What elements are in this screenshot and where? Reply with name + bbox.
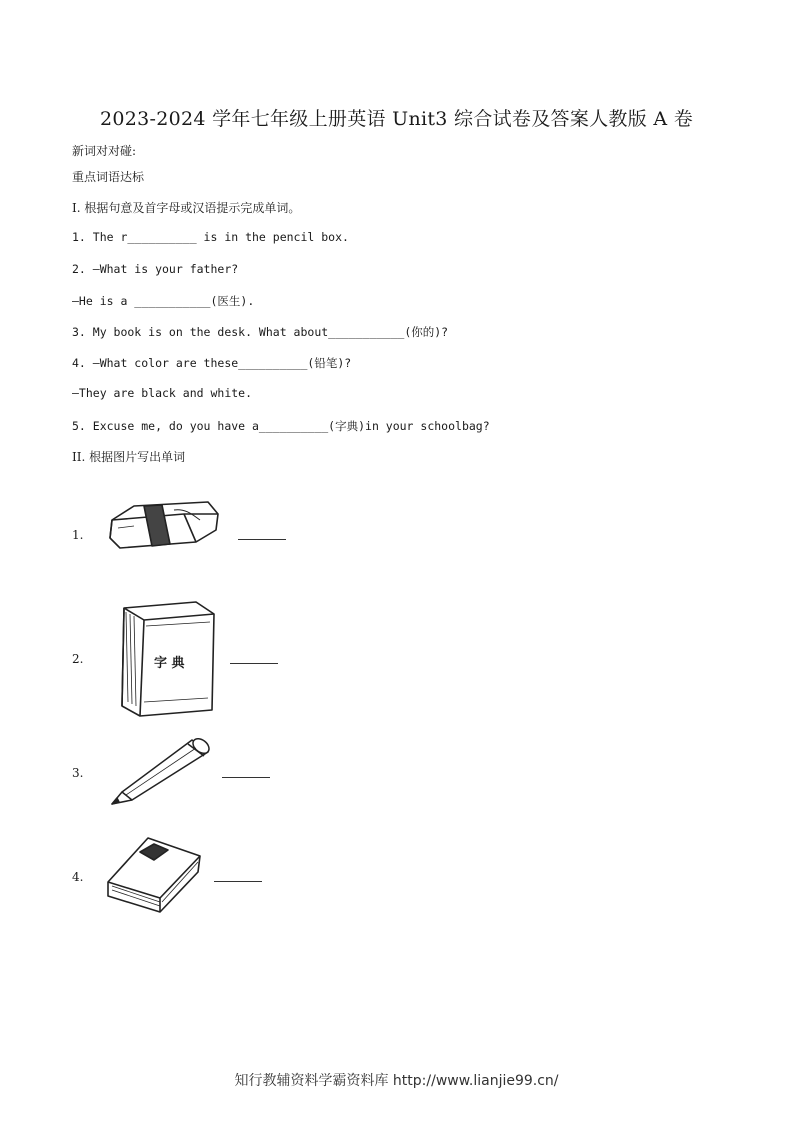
question-2b: —He is a ___________(医生).: [72, 294, 255, 308]
question-4a: 4. —What color are these__________(铅笔)?: [72, 356, 352, 370]
answer-blank[interactable]: [214, 881, 262, 882]
picture-item-number: 2.: [72, 652, 84, 666]
dictionary-icon: [110, 598, 220, 722]
question-1: 1. The r__________ is in the pencil box.: [72, 230, 349, 244]
eraser-icon: [104, 490, 224, 560]
dictionary-cover-label: 字 典: [154, 656, 185, 671]
picture-item-number: 3.: [72, 766, 84, 780]
question-4b: —They are black and white.: [72, 386, 253, 400]
answer-blank[interactable]: [222, 777, 270, 778]
notebook-icon: [104, 834, 204, 920]
question-5: 5. Excuse me, do you have a__________(字典)in your schoolbag?: [72, 419, 490, 433]
question-2a: 2. —What is your father?: [72, 262, 239, 276]
section-new-words: 新词对对碰:: [72, 144, 137, 158]
answer-blank[interactable]: [238, 539, 286, 540]
pencil-icon: [108, 736, 212, 812]
picture-item-number: 1.: [72, 528, 84, 542]
picture-item-number: 4.: [72, 870, 84, 884]
page-title: 2023-2024 学年七年级上册英语 Unit3 综合试卷及答案人教版 A 卷: [99, 108, 694, 130]
part1-heading: I. 根据句意及首字母或汉语提示完成单词。: [72, 201, 301, 215]
part2-heading: II. 根据图片写出单词: [72, 450, 186, 464]
question-3: 3. My book is on the desk. What about___________(你的)?: [72, 325, 449, 339]
footer-watermark[interactable]: 知行教辅资料学霸资料库 http://www.lianjie99.cn/: [234, 1073, 559, 1089]
answer-blank[interactable]: [230, 663, 278, 664]
section-key-phrases: 重点词语达标: [72, 170, 145, 184]
